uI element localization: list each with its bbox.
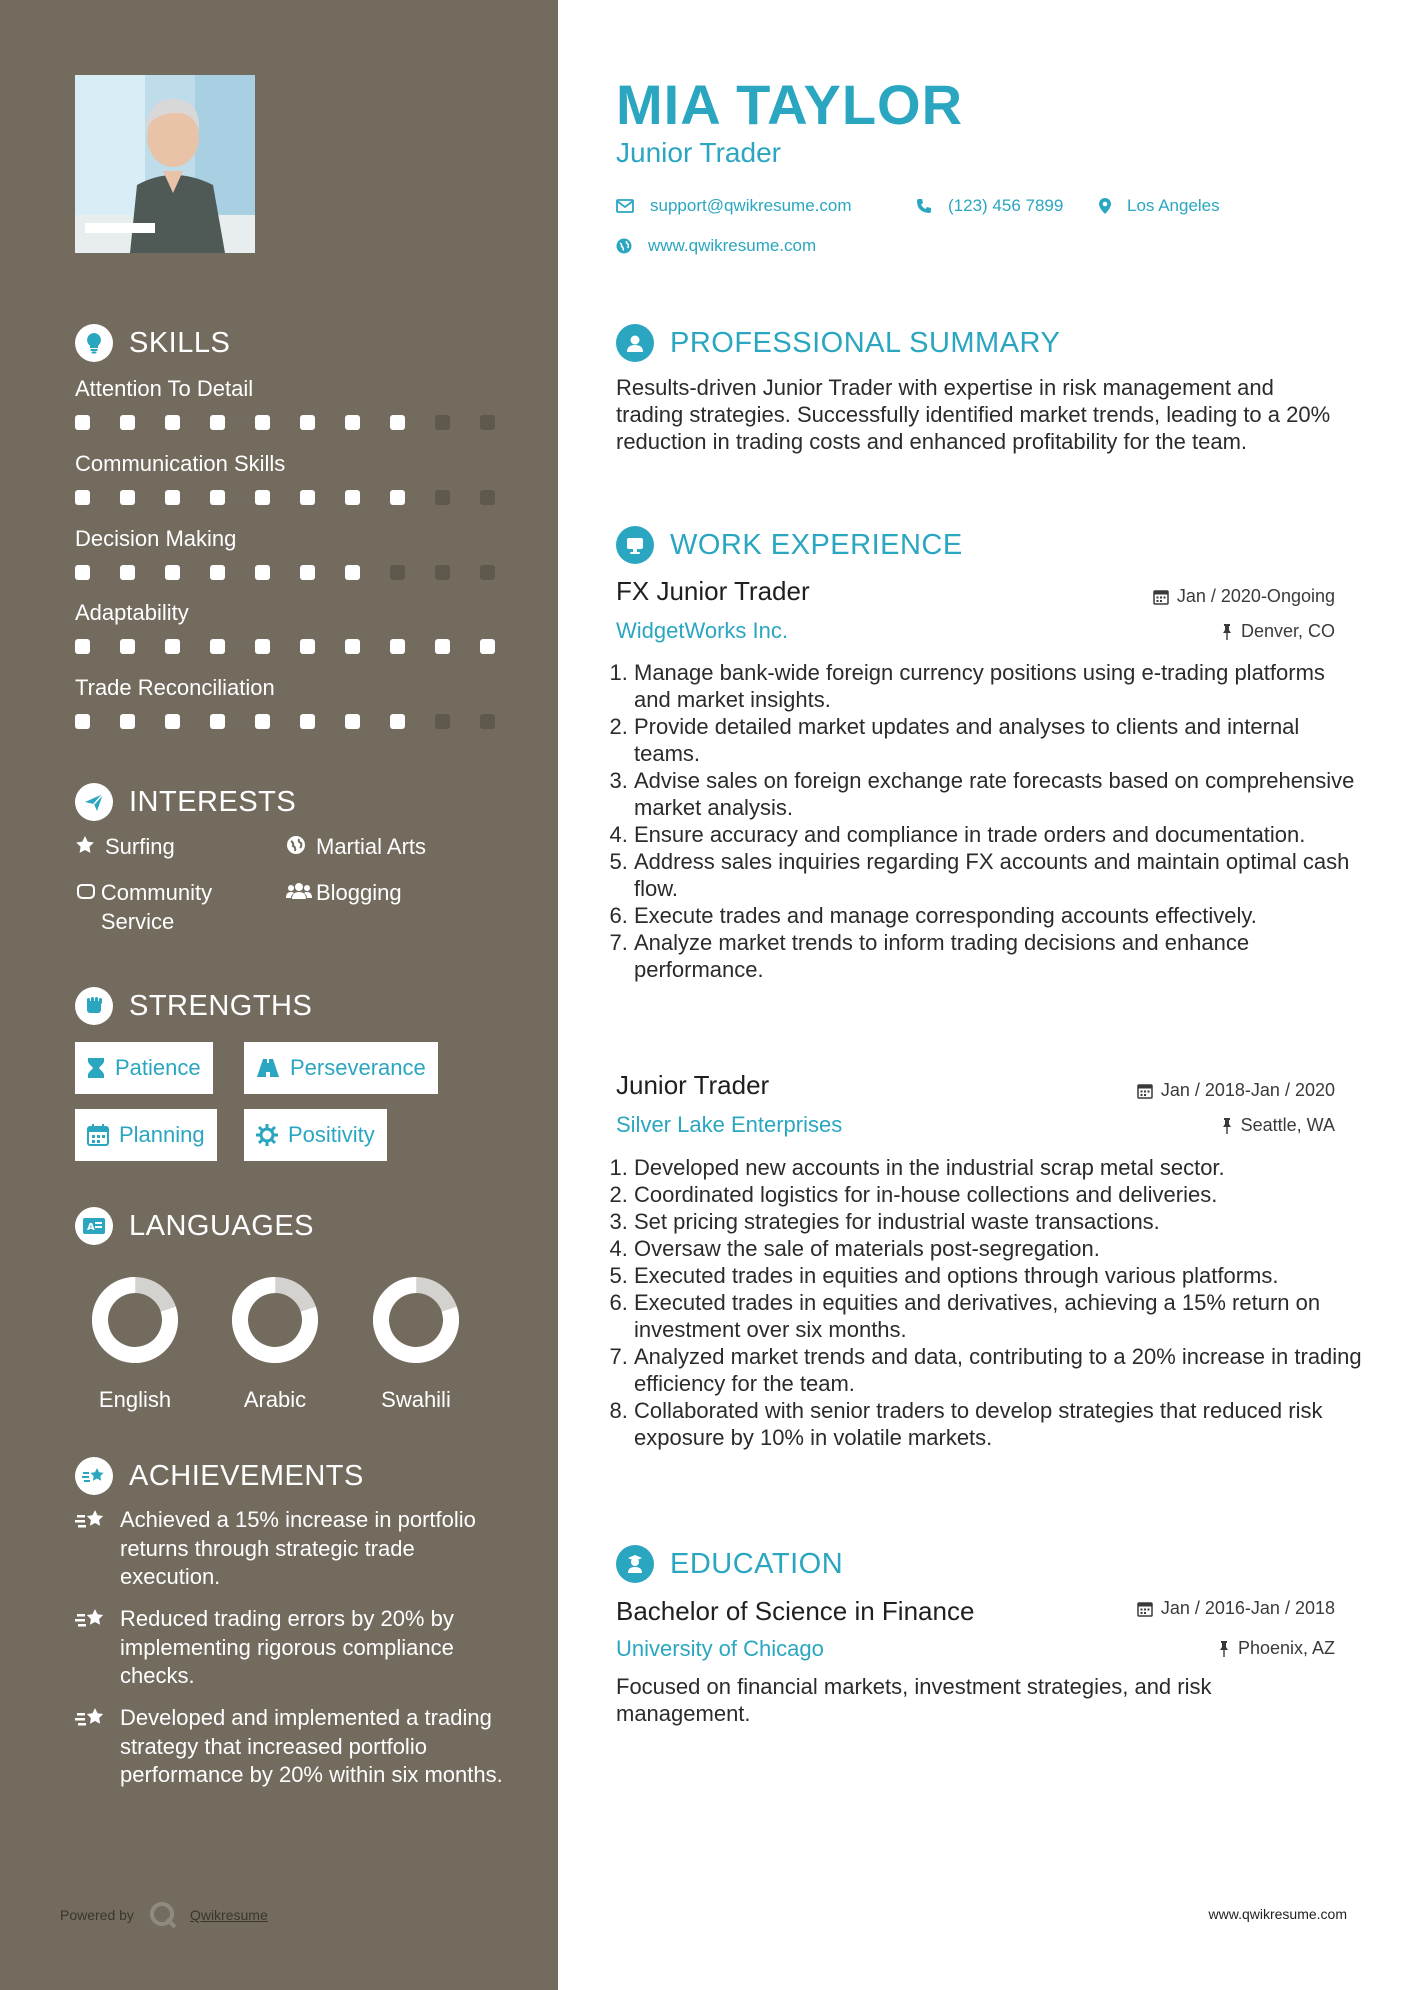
profile-photo: [75, 75, 255, 253]
strength-chip: Planning: [75, 1109, 217, 1161]
experience-heading: [616, 526, 963, 564]
skill-dot-filled: [255, 565, 270, 580]
shooting-star-icon: [75, 1457, 113, 1495]
skill-dot-filled: [75, 714, 90, 729]
skill-rating: [75, 490, 495, 505]
briefcase-icon: [616, 526, 654, 564]
skill-dot-filled: [120, 415, 135, 430]
skill-dot-filled: [300, 415, 315, 430]
skill-dot-empty: [480, 565, 495, 580]
education-heading: [616, 1545, 843, 1583]
education-location: Phoenix, AZ: [1218, 1638, 1335, 1659]
skill-name: Decision Making: [75, 526, 237, 551]
responsibility-item: 3. Set pricing strategies for industrial waste transactions.: [634, 1208, 1364, 1235]
gear-icon: [256, 1124, 278, 1146]
skill-dot-empty: [480, 714, 495, 729]
strength-chip: Perseverance: [244, 1042, 438, 1094]
skill-dot-filled: [120, 565, 135, 580]
skill-dot-filled: [165, 714, 180, 729]
skill-dot-filled: [210, 714, 225, 729]
road-icon: [256, 1058, 280, 1078]
shooting-star-icon: [75, 1706, 120, 1790]
user-icon: [616, 324, 654, 362]
skill-dot-filled: [75, 490, 90, 505]
footer-website[interactable]: www.qwikresume.com: [1208, 1906, 1347, 1922]
strengths-title: STRENGTHS: [129, 989, 313, 1022]
interest-item: Community Service: [75, 878, 265, 936]
achievement-item: Achieved a 15% increase in portfolio returns through strategic trade execution.: [75, 1506, 505, 1592]
skill-dot-filled: [345, 639, 360, 654]
skill-rating: [75, 565, 495, 580]
language-item: [75, 1276, 195, 1413]
hourglass-icon: [87, 1057, 105, 1079]
users-icon: [286, 881, 316, 901]
skill-dot-filled: [120, 490, 135, 505]
job-company: WidgetWorks Inc.: [616, 618, 788, 643]
skill-rating: [75, 639, 495, 654]
responsibility-item: 8. Collaborated with senior traders to develop strategies that reduced risk exposure by 10% in volatile markets.: [634, 1397, 1364, 1451]
candidate-name: MIA TAYLOR: [616, 73, 964, 136]
job-dates: Jan / 2020-Ongoing: [1153, 586, 1335, 607]
interest-item: Martial Arts: [286, 832, 426, 861]
strengths-heading: [75, 987, 312, 1025]
skill-dot-filled: [390, 415, 405, 430]
powered-by: Powered by Qwikresume: [60, 1900, 268, 1930]
degree-name: Bachelor of Science in Finance: [616, 1596, 975, 1626]
skills-heading: [75, 324, 230, 362]
school-name: University of Chicago: [616, 1636, 824, 1661]
skill-dot-filled: [255, 415, 270, 430]
hand-icon: [75, 881, 101, 901]
skill-dot-filled: [120, 639, 135, 654]
skill-dot-filled: [390, 490, 405, 505]
interests-heading: [75, 783, 296, 821]
skill-dot-filled: [165, 490, 180, 505]
skills-title: SKILLS: [129, 326, 231, 359]
shooting-star-icon: [75, 1607, 120, 1691]
svg-text:A: A: [87, 1222, 96, 1233]
language-name: Swahili: [381, 1387, 451, 1412]
experience-title: WORK EXPERIENCE: [670, 528, 963, 561]
skill-dot-filled: [480, 639, 495, 654]
map-marker-icon: [1099, 198, 1111, 214]
achievements-heading: [75, 1457, 364, 1495]
graduate-icon: [616, 1545, 654, 1583]
contact-email[interactable]: support@qwikresume.com: [616, 196, 852, 216]
skill-dot-empty: [480, 415, 495, 430]
donut-fill: [372, 1276, 460, 1364]
skill-name: Adaptability: [75, 600, 189, 625]
calendar-icon: [1137, 1601, 1153, 1617]
responsibility-item: 6. Execute trades and manage corresponding accounts effectively.: [634, 902, 1364, 929]
globe-icon: [616, 238, 632, 254]
interest-item: Surfing: [75, 832, 175, 861]
donut-fill: [231, 1276, 319, 1364]
star-icon: [75, 835, 105, 855]
skill-dot-filled: [120, 714, 135, 729]
skill-dot-filled: [345, 490, 360, 505]
summary-heading: [616, 324, 1060, 362]
paper-plane-icon: [75, 783, 113, 821]
language-donut: [231, 1276, 319, 1364]
qwikresume-logo-icon: [148, 1900, 178, 1930]
language-donut: [91, 1276, 179, 1364]
responsibility-item: 5. Executed trades in equities and options through various platforms.: [634, 1262, 1364, 1289]
responsibility-item: 1. Developed new accounts in the industrial scrap metal sector.: [634, 1154, 1364, 1181]
lightbulb-icon: [75, 324, 113, 362]
phone-icon: [916, 198, 932, 214]
skill-dot-filled: [165, 565, 180, 580]
skill-dot-empty: [435, 490, 450, 505]
skill-dot-filled: [300, 565, 315, 580]
pushpin-icon: [1218, 1641, 1230, 1657]
languages-title: LANGUAGES: [129, 1209, 314, 1242]
skill-dot-filled: [165, 415, 180, 430]
calendar-icon: [1153, 589, 1169, 605]
job-location: Seattle, WA: [1221, 1115, 1335, 1136]
language-item: [356, 1276, 476, 1413]
job-dates: Jan / 2018-Jan / 2020: [1137, 1080, 1335, 1101]
sidebar: [0, 0, 558, 1990]
skill-name: Attention To Detail: [75, 376, 254, 401]
achievement-item: Reduced trading errors by 20% by implementing rigorous compliance checks.: [75, 1605, 505, 1691]
language-item: [215, 1276, 335, 1413]
skill-name: Trade Reconciliation: [75, 675, 275, 700]
skill-dot-filled: [345, 565, 360, 580]
skill-dot-filled: [165, 639, 180, 654]
responsibility-item: 7. Analyze market trends to inform trading decisions and enhance performance.: [634, 929, 1364, 983]
responsibility-item: 2. Coordinated logistics for in-house collections and deliveries.: [634, 1181, 1364, 1208]
strength-chip: Positivity: [244, 1109, 387, 1161]
skill-dot-filled: [300, 490, 315, 505]
skill-rating: [75, 714, 495, 729]
skill-dot-filled: [255, 714, 270, 729]
skill-dot-filled: [210, 490, 225, 505]
skill-name: Communication Skills: [75, 451, 286, 476]
calendar-icon: [1137, 1083, 1153, 1099]
responsibility-item: 4. Oversaw the sale of materials post-segregation.: [634, 1235, 1364, 1262]
responsibility-item: 6. Executed trades in equities and derivatives, achieving a 15% return on investment over six months.: [634, 1289, 1364, 1343]
job-role: Junior Trader: [616, 1070, 770, 1100]
shooting-star-icon: [75, 1508, 120, 1592]
contact-phone[interactable]: (123) 456 7899: [916, 196, 1063, 216]
skill-dot-filled: [300, 639, 315, 654]
responsibility-item: 4. Ensure accuracy and compliance in trade orders and documentation.: [634, 821, 1364, 848]
achievement-item: Developed and implemented a trading strategy that increased portfolio performance by 20% within six months.: [75, 1704, 505, 1790]
skill-dot-filled: [435, 639, 450, 654]
responsibility-item: 3. Advise sales on foreign exchange rate forecasts based on comprehensive market analysis.: [634, 767, 1364, 821]
candidate-title: Junior Trader: [616, 137, 781, 168]
pushpin-icon: [1221, 1118, 1233, 1134]
education-dates: Jan / 2016-Jan / 2018: [1137, 1598, 1335, 1619]
skill-dot-empty: [435, 565, 450, 580]
job-responsibilities: [616, 659, 1364, 983]
skill-dot-filled: [210, 639, 225, 654]
contact-website[interactable]: www.qwikresume.com: [616, 236, 816, 256]
interest-item: Blogging: [286, 878, 402, 907]
interests-title: INTERESTS: [129, 785, 297, 818]
job-role: FX Junior Trader: [616, 576, 810, 606]
calendar-icon: [87, 1124, 109, 1146]
achievements-title: ACHIEVEMENTS: [129, 1459, 364, 1492]
skill-dot-filled: [300, 714, 315, 729]
skill-dot-empty: [435, 415, 450, 430]
language-icon: [75, 1207, 113, 1245]
skill-dot-filled: [75, 639, 90, 654]
responsibility-item: 2. Provide detailed market updates and analyses to clients and internal teams.: [634, 713, 1364, 767]
donut-fill: [91, 1276, 179, 1364]
skill-dot-empty: [435, 714, 450, 729]
summary-title: PROFESSIONAL SUMMARY: [670, 326, 1061, 359]
pushpin-icon: [1221, 624, 1233, 640]
fist-icon: [75, 987, 113, 1025]
education-description: Focused on financial markets, investment strategies, and risk management.: [616, 1674, 1212, 1726]
skill-dot-filled: [255, 490, 270, 505]
skill-dot-filled: [345, 415, 360, 430]
skill-dot-filled: [390, 714, 405, 729]
skill-dot-filled: [75, 565, 90, 580]
globe-icon: [286, 835, 316, 855]
envelope-icon: [616, 199, 634, 213]
education-title: EDUCATION: [670, 1547, 844, 1580]
language-donut: [372, 1276, 460, 1364]
responsibility-item: 7. Analyzed market trends and data, contributing to a 20% increase in trading efficiency for the team.: [634, 1343, 1364, 1397]
strength-chip: Patience: [75, 1042, 213, 1094]
contact-location: Los Angeles: [1099, 196, 1220, 216]
skill-dot-filled: [210, 565, 225, 580]
skill-dot-filled: [255, 639, 270, 654]
responsibility-item: 1. Manage bank-wide foreign currency positions using e-trading platforms and market insights.: [634, 659, 1364, 713]
main-content: [558, 0, 1407, 1990]
responsibility-item: 5. Address sales inquiries regarding FX accounts and maintain optimal cash flow.: [634, 848, 1364, 902]
summary-text: Results-driven Junior Trader with expertise in risk management and trading strategies. Successfully identified market trends, leading to a 20% reduction in trading costs and enhanced profitability for the team.: [616, 375, 1331, 454]
job-company: Silver Lake Enterprises: [616, 1112, 843, 1137]
language-name: English: [98, 1387, 172, 1412]
languages-heading: [75, 1207, 314, 1245]
job-location: Denver, CO: [1221, 621, 1335, 642]
qwikresume-link[interactable]: Qwikresume: [189, 1907, 268, 1923]
job-responsibilities: [616, 1154, 1364, 1451]
skill-dot-filled: [75, 415, 90, 430]
skill-dot-filled: [210, 415, 225, 430]
language-name: Arabic: [243, 1387, 307, 1412]
skill-rating: [75, 415, 495, 430]
skill-dot-filled: [345, 714, 360, 729]
skill-dot-empty: [390, 565, 405, 580]
skill-dot-filled: [390, 639, 405, 654]
skill-dot-empty: [480, 490, 495, 505]
